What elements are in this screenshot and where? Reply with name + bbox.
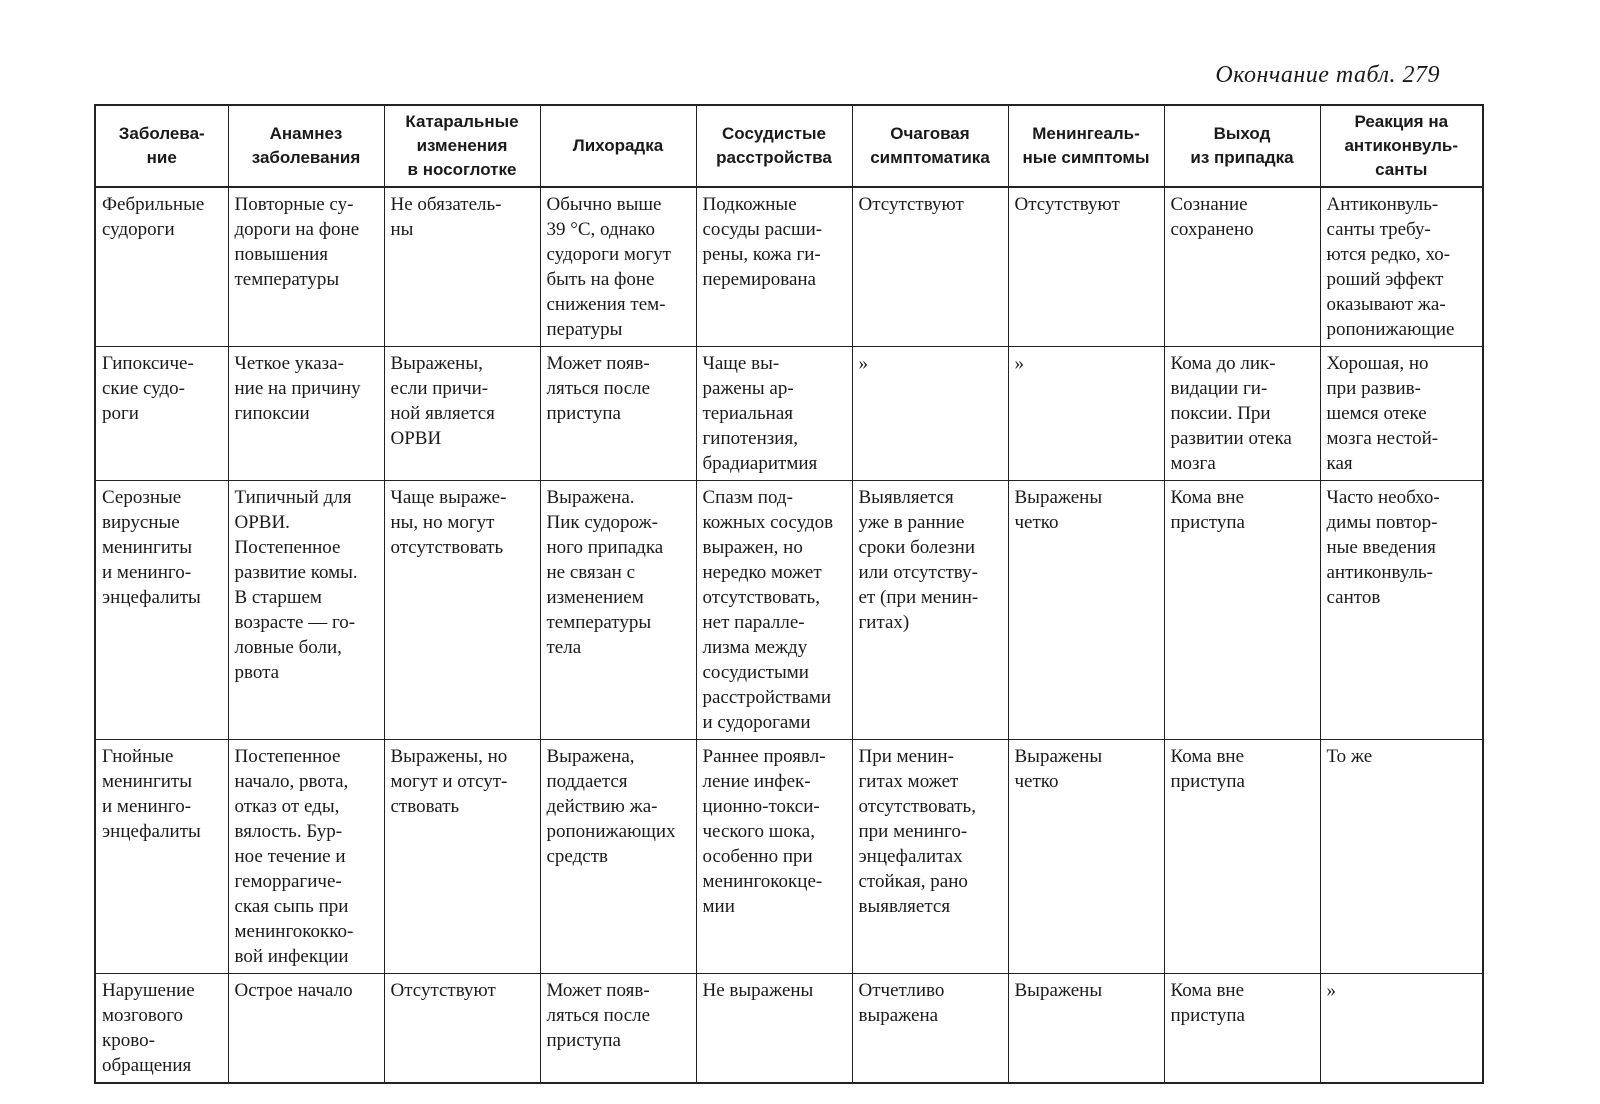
table-cell: Выражены, но могут и отсут- ствовать xyxy=(384,740,540,974)
table-cell: Кома до лик- видации ги- поксии. При развитии отека мозга xyxy=(1164,347,1320,481)
table-row xyxy=(95,187,1483,347)
table-header-row xyxy=(95,105,1483,187)
table-cell: Может появ- ляться после приступа xyxy=(540,347,696,481)
table-cell: Отсутствуют xyxy=(852,187,1008,347)
table-cell: Постепенное начало, рвота, отказ от еды, вялость. Бур- ное течение и геморрагиче- ская сыпь при менингококко- вой инфекции xyxy=(228,740,384,974)
table-cell: Нарушение мозгового крово- обращения xyxy=(95,974,228,1084)
table-cell: Чаще выраже- ны, но могут отсутствовать xyxy=(384,481,540,740)
table-cell: Антиконвуль- санты требу- ются редко, хо- роший эффект оказывают жа- ропонижающие xyxy=(1320,187,1483,347)
table-cell: Выражены, если причи- ной является ОРВИ xyxy=(384,347,540,481)
ditto-mark: » xyxy=(1320,974,1483,1084)
header-cell: Менингеаль- ные симптомы xyxy=(1008,105,1164,187)
table-cell: Серозные вирусные менингиты и менинго- энцефалиты xyxy=(95,481,228,740)
table-cell: Кома вне приступа xyxy=(1164,974,1320,1084)
table-cell: Типичный для ОРВИ. Постепенное развитие комы. В старшем возрасте — го- ловные боли, рвота xyxy=(228,481,384,740)
ditto-mark: » xyxy=(1008,347,1164,481)
table-row xyxy=(95,974,1483,1084)
table-cell: Не обязатель- ны xyxy=(384,187,540,347)
table-row xyxy=(95,740,1483,974)
comparison-table xyxy=(94,104,1484,1084)
header-cell: Заболева- ние xyxy=(95,105,228,187)
header-cell: Реакция на антиконвуль- санты xyxy=(1320,105,1483,187)
table-cell: Кома вне приступа xyxy=(1164,481,1320,740)
table-cell: Выражена, поддается действию жа- ропонижающих средств xyxy=(540,740,696,974)
table-cell: Гнойные менингиты и менинго- энцефалиты xyxy=(95,740,228,974)
table-cell: Гипоксиче- ские судо- роги xyxy=(95,347,228,481)
table-cell: Острое начало xyxy=(228,974,384,1084)
table-cell: Может появ- ляться после приступа xyxy=(540,974,696,1084)
table-cell: Спазм под- кожных сосудов выражен, но нередко может отсутствовать, нет паралле- лизма между сосудистыми расстройствами и судорогами xyxy=(696,481,852,740)
table-cell: Выражена. Пик судорож- ного припадка не связан с изменением температуры тела xyxy=(540,481,696,740)
table-cell: Выражены четко xyxy=(1008,481,1164,740)
table-cell: Выражены xyxy=(1008,974,1164,1084)
header-cell: Лихорадка xyxy=(540,105,696,187)
table-cell: При менин- гитах может отсутствовать, при менинго- энцефалитах стойкая, рано выявляется xyxy=(852,740,1008,974)
table-cell: Обычно выше 39 °С, однако судороги могут быть на фоне снижения тем- пературы xyxy=(540,187,696,347)
table-cell: Фебрильные судороги xyxy=(95,187,228,347)
table-cell: Подкожные сосуды расши- рены, кожа ги- перемирована xyxy=(696,187,852,347)
table-cell: Выявляется уже в ранние сроки болезни или отсутству- ет (при менин- гитах) xyxy=(852,481,1008,740)
table-cell: Раннее проявл- ление инфек- ционно-токси- ческого шока, особенно при менингококце- мии xyxy=(696,740,852,974)
table-cell: Хорошая, но при развив- шемся отеке мозга нестой- кая xyxy=(1320,347,1483,481)
table-cell: Отсутствуют xyxy=(1008,187,1164,347)
table-row xyxy=(95,481,1483,740)
header-cell: Выход из припадка xyxy=(1164,105,1320,187)
header-cell: Катаральные изменения в носоглотке xyxy=(384,105,540,187)
header-cell: Очаговая симптоматика xyxy=(852,105,1008,187)
header-cell: Анамнез заболевания xyxy=(228,105,384,187)
ditto-mark: » xyxy=(852,347,1008,481)
table-row xyxy=(95,347,1483,481)
table-cell: Отчетливо выражена xyxy=(852,974,1008,1084)
table-cell: Чаще вы- ражены ар- териальная гипотензия, брадиаритмия xyxy=(696,347,852,481)
table-cell: Четкое указа- ние на причину гипоксии xyxy=(228,347,384,481)
table-cell: Повторные су- дороги на фоне повышения температуры xyxy=(228,187,384,347)
table-cell: Часто необхо- димы повтор- ные введения антиконвуль- сантов xyxy=(1320,481,1483,740)
table-cell: Сознание сохранено xyxy=(1164,187,1320,347)
table-cell: То же xyxy=(1320,740,1483,974)
table-cell: Кома вне приступа xyxy=(1164,740,1320,974)
header-cell: Сосудистые расстройства xyxy=(696,105,852,187)
table-caption: Окончание табл. 279 xyxy=(1215,62,1440,88)
table-cell: Выражены четко xyxy=(1008,740,1164,974)
table-cell: Отсутствуют xyxy=(384,974,540,1084)
table-cell: Не выражены xyxy=(696,974,852,1084)
